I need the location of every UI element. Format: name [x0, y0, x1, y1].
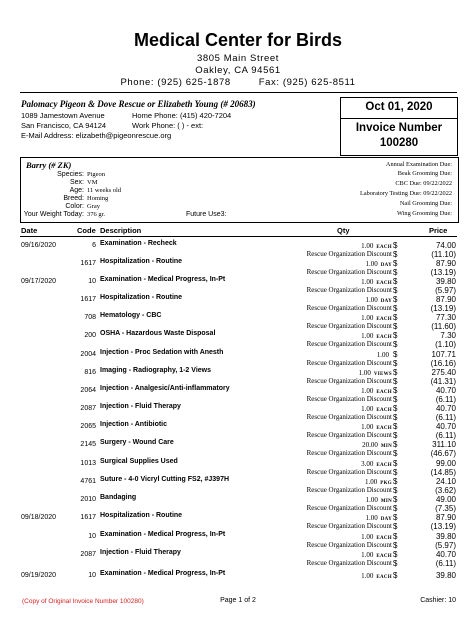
line-unit: EACH — [376, 554, 392, 559]
client-street: 1089 Jamestown Avenue — [21, 111, 105, 120]
line-qty — [272, 478, 392, 486]
line-dollar-sign: $ — [393, 277, 398, 286]
line-discount-dollar-sign: $ — [393, 268, 398, 277]
line-dollar-sign: $ — [393, 477, 398, 486]
clinic-phone: Phone: (925) 625-1878 — [120, 77, 231, 88]
cbc-due: CBC Due: 09/22/2022 — [395, 180, 452, 187]
patient-name: Barry (# ZK) — [26, 160, 72, 170]
color-label: Color: — [65, 203, 84, 210]
line-qty-value: 1.00 — [361, 533, 374, 541]
color-value: Gray — [87, 203, 100, 210]
line-unit: DAY — [380, 299, 392, 304]
line-code: 2010 — [80, 496, 96, 503]
clinic-city: Oakley, CA 94561 — [195, 65, 281, 76]
line-qty — [272, 460, 392, 468]
line-qty — [272, 441, 392, 449]
line-discount: (46.67) — [430, 449, 456, 458]
invoice-number: 100280 — [379, 137, 419, 149]
line-discount-dollar-sign: $ — [393, 486, 398, 495]
line-unit: DAY — [380, 517, 392, 522]
weight-label: Your Weight Today: — [23, 211, 84, 218]
line-discount-dollar-sign: $ — [393, 522, 398, 531]
breed-label: Breed: — [63, 195, 84, 202]
line-unit: PKG — [380, 481, 392, 486]
beak-grooming-due: Beak Grooming Due: — [397, 170, 452, 177]
line-dollar-sign: $ — [393, 350, 398, 359]
line-unit: EACH — [376, 390, 392, 395]
line-description: Surgery - Wound Care — [100, 439, 174, 446]
line-description: Examination - Medical Progress, In-Pt — [100, 570, 226, 577]
line-price: 40.70 — [435, 386, 456, 395]
line-code: 708 — [84, 314, 96, 321]
col-code: Code — [77, 226, 96, 235]
line-dollar-sign: $ — [393, 313, 398, 322]
line-discount: (14.85) — [430, 468, 456, 477]
line-description: OSHA - Hazardous Waste Disposal — [100, 330, 216, 337]
line-code: 2004 — [80, 351, 96, 358]
line-discount-dollar-sign: $ — [393, 250, 398, 259]
line-discount: (5.97) — [435, 286, 456, 295]
line-discount-dollar-sign: $ — [393, 322, 398, 331]
line-qty-value: 1.00 — [361, 423, 374, 431]
line-discount-dollar-sign: $ — [393, 286, 398, 295]
line-discount-label: Rescue Organization Discount — [306, 431, 392, 439]
line-qty — [272, 551, 392, 559]
line-description: Bandaging — [100, 494, 137, 501]
line-qty-value: 1.00 — [365, 478, 378, 486]
line-discount-dollar-sign: $ — [393, 559, 398, 568]
line-description: Imaging - Radiography, 1-2 Views — [100, 367, 211, 374]
line-code: 2065 — [80, 423, 96, 430]
line-qty-value: 1.00 — [365, 260, 378, 268]
age-value: 11 weeks old — [87, 187, 122, 194]
line-price: 49.00 — [435, 495, 456, 504]
line-description: Examination - Medical Progress, In-Pt — [100, 276, 226, 283]
line-discount-label: Rescue Organization Discount — [306, 504, 392, 512]
age-label: Age: — [69, 187, 84, 194]
line-price: 40.70 — [435, 422, 456, 431]
line-qty-value: 1.00 — [365, 296, 378, 304]
line-discount-label: Rescue Organization Discount — [306, 413, 392, 421]
line-price: 311.10 — [432, 440, 456, 449]
line-code: 2145 — [80, 441, 96, 448]
line-code: 816 — [84, 369, 96, 376]
line-code: 10 — [88, 278, 96, 285]
line-qty-value: 1.00 — [361, 551, 374, 559]
line-price: 107.71 — [431, 350, 456, 359]
line-code: 1617 — [80, 260, 96, 267]
wing-grooming-due: Wing Grooming Due: — [396, 210, 452, 217]
line-qty-value: 1.00 — [365, 496, 378, 504]
line-price: 87.90 — [435, 295, 456, 304]
line-code: 1617 — [80, 514, 96, 521]
line-dollar-sign: $ — [393, 571, 398, 580]
line-code: 10 — [88, 533, 96, 540]
line-price: 39.80 — [435, 277, 456, 286]
line-discount-label: Rescue Organization Discount — [306, 522, 392, 530]
lab-testing-due: Laboratory Testing Due: 09/22/2022 — [360, 190, 452, 197]
line-price: 87.90 — [435, 513, 456, 522]
line-qty — [272, 260, 392, 268]
line-discount-dollar-sign: $ — [393, 449, 398, 458]
line-discount-label: Rescue Organization Discount — [306, 322, 392, 330]
line-unit: EACH — [376, 335, 392, 340]
line-price: 87.90 — [435, 259, 456, 268]
line-discount: (6.11) — [435, 559, 456, 568]
line-discount-label: Rescue Organization Discount — [306, 304, 392, 312]
line-code: 2064 — [80, 387, 96, 394]
line-discount: (6.11) — [435, 395, 456, 404]
line-discount-dollar-sign: $ — [393, 359, 398, 368]
line-discount-dollar-sign: $ — [393, 304, 398, 313]
line-qty-value: 20.00 — [362, 441, 378, 449]
line-dollar-sign: $ — [393, 532, 398, 541]
line-date: 09/18/2020 — [21, 514, 57, 521]
line-qty-value: 1.00 — [361, 332, 374, 340]
line-qty-value: 1.00 — [376, 351, 389, 359]
line-qty — [272, 278, 392, 286]
future-use: Future Use3: — [186, 211, 227, 218]
line-description: Suture - 4-0 Vicryl Cutting FS2, #J397H — [100, 476, 230, 483]
line-qty-value: 1.00 — [361, 242, 374, 250]
line-unit: EACH — [376, 463, 392, 468]
line-dollar-sign: $ — [393, 440, 398, 449]
line-qty — [272, 296, 392, 304]
line-code: 2087 — [80, 405, 96, 412]
sex-label: Sex: — [69, 179, 84, 186]
col-description: Description — [100, 226, 142, 235]
line-description: Injection - Analgesic/Anti-inflammatory — [100, 385, 230, 392]
line-discount: (7.35) — [435, 504, 456, 513]
line-price: 99.00 — [435, 459, 456, 468]
line-qty — [272, 369, 392, 377]
line-dollar-sign: $ — [393, 295, 398, 304]
line-qty — [272, 387, 392, 395]
line-dollar-sign: $ — [393, 404, 398, 413]
line-discount: (13.19) — [430, 522, 456, 531]
line-price: 77.30 — [435, 313, 456, 322]
col-price: Price — [429, 226, 448, 235]
line-discount: (11.10) — [431, 250, 456, 259]
line-description: Injection - Fluid Therapy — [100, 403, 181, 410]
line-qty-value: 3.00 — [361, 460, 374, 468]
line-discount-dollar-sign: $ — [393, 541, 398, 550]
line-discount: (16.16) — [430, 359, 456, 368]
line-unit: EACH — [376, 408, 392, 413]
line-unit: EACH — [376, 426, 392, 431]
clinic-fax: Fax: (925) 625-8511 — [258, 77, 356, 88]
line-qty — [272, 514, 392, 522]
line-discount: (13.19) — [430, 304, 456, 313]
line-qty — [272, 314, 392, 322]
line-date: 09/16/2020 — [21, 242, 57, 249]
line-discount-label: Rescue Organization Discount — [306, 286, 392, 294]
breed-value: Homing — [87, 195, 109, 202]
line-discount: (6.11) — [435, 431, 456, 440]
line-qty — [272, 332, 392, 340]
line-discount-label: Rescue Organization Discount — [306, 559, 392, 567]
line-discount-dollar-sign: $ — [393, 431, 398, 440]
line-dollar-sign: $ — [393, 513, 398, 522]
line-discount-label: Rescue Organization Discount — [306, 377, 392, 385]
clinic-address: 3805 Main Street — [197, 53, 279, 64]
line-unit: VIEWS — [373, 372, 392, 377]
line-date: 09/17/2020 — [21, 278, 57, 285]
line-qty — [272, 572, 392, 580]
line-dollar-sign: $ — [393, 386, 398, 395]
line-unit: EACH — [376, 536, 392, 541]
line-discount-dollar-sign: $ — [393, 468, 398, 477]
line-description: Hospitalization - Routine — [100, 294, 183, 301]
line-discount-label: Rescue Organization Discount — [306, 449, 392, 457]
line-description: Examination - Recheck — [100, 240, 177, 247]
line-qty-value: 1.00 — [361, 278, 374, 286]
line-code: 10 — [88, 572, 96, 579]
line-qty-value: 1.00 — [361, 572, 374, 580]
line-unit: EACH — [376, 317, 392, 322]
nail-grooming-due: Nail Grooming Due: — [399, 200, 452, 207]
line-price: 7.30 — [440, 331, 456, 340]
line-discount-dollar-sign: $ — [393, 413, 398, 422]
line-dollar-sign: $ — [393, 550, 398, 559]
line-discount-dollar-sign: $ — [393, 395, 398, 404]
line-description: Injection - Proc Sedation with Anesth — [100, 349, 224, 356]
species-value: Pigeon — [87, 171, 106, 178]
line-discount-dollar-sign: $ — [393, 377, 398, 386]
line-discount: (5.97) — [435, 541, 456, 550]
line-qty-value: 1.00 — [358, 369, 371, 377]
line-qty — [272, 533, 392, 541]
line-code: 4761 — [80, 478, 96, 485]
line-date: 09/19/2020 — [21, 572, 57, 579]
line-discount-dollar-sign: $ — [393, 340, 398, 349]
line-code: 6 — [92, 242, 96, 249]
line-dollar-sign: $ — [393, 459, 398, 468]
line-code: 1013 — [80, 460, 96, 467]
line-code: 200 — [84, 332, 96, 339]
line-qty — [272, 423, 392, 431]
line-price: 24.10 — [435, 477, 456, 486]
line-price: 40.70 — [435, 550, 456, 559]
line-code: 1617 — [80, 296, 96, 303]
line-dollar-sign: $ — [393, 422, 398, 431]
line-dollar-sign: $ — [393, 331, 398, 340]
line-unit: DAY — [380, 263, 392, 268]
line-dollar-sign: $ — [393, 495, 398, 504]
clinic-name: Medical Center for Birds — [133, 30, 343, 50]
client-home-phone: Home Phone: (415) 420-7204 — [132, 111, 232, 120]
line-unit: EACH — [376, 575, 392, 580]
line-discount: (13.19) — [430, 268, 456, 277]
line-description: Surgical Supplies Used — [100, 458, 178, 465]
copy-notice: (Copy of Original Invoice Number 100280) — [22, 598, 144, 605]
line-qty-value: 1.00 — [361, 387, 374, 395]
line-discount: (41.31) — [430, 377, 456, 386]
line-price: 39.80 — [435, 571, 456, 580]
line-dollar-sign: $ — [393, 368, 398, 377]
line-qty — [272, 242, 392, 250]
line-discount-dollar-sign: $ — [393, 504, 398, 513]
line-dollar-sign: $ — [393, 241, 398, 250]
line-price: 39.80 — [435, 532, 456, 541]
line-unit: MIN — [380, 499, 392, 504]
line-qty — [272, 351, 392, 359]
annual-exam-due: Annual Examination Due: — [385, 161, 452, 168]
client-city: San Francisco, CA 94124 — [21, 121, 107, 130]
sex-value: VM — [87, 179, 98, 186]
line-unit: EACH — [376, 245, 392, 250]
line-description: Injection - Fluid Therapy — [100, 549, 181, 556]
line-qty-value: 1.00 — [365, 514, 378, 522]
line-dollar-sign: $ — [393, 259, 398, 268]
line-discount: (1.10) — [435, 340, 456, 349]
client-name: Palomacy Pigeon & Dove Rescue or Elizabeth Young (# 20683) — [21, 99, 256, 109]
invoice-date: Oct 01, 2020 — [365, 101, 433, 113]
line-discount-label: Rescue Organization Discount — [306, 541, 392, 549]
line-qty-value: 1.00 — [361, 314, 374, 322]
line-discount: (11.60) — [431, 322, 456, 331]
line-discount-label: Rescue Organization Discount — [306, 486, 392, 494]
line-discount-label: Rescue Organization Discount — [306, 250, 392, 258]
line-discount: (6.11) — [435, 413, 456, 422]
col-qty: Qty — [337, 226, 350, 235]
line-qty — [272, 405, 392, 413]
weight-value: 376 gr. — [87, 211, 106, 218]
line-discount-label: Rescue Organization Discount — [306, 340, 392, 348]
client-work-phone: Work Phone: ( ) - ext: — [132, 121, 204, 130]
line-discount-label: Rescue Organization Discount — [306, 468, 392, 476]
line-description: Hospitalization - Routine — [100, 258, 183, 265]
invoice-number-label: Invoice Number — [355, 122, 443, 134]
line-code: 2087 — [80, 551, 96, 558]
line-description: Injection - Antibiotic — [100, 421, 168, 428]
col-date: Date — [21, 226, 38, 235]
line-discount: (3.62) — [435, 486, 456, 495]
cashier: Cashier: 10 — [420, 597, 456, 604]
line-price: 40.70 — [435, 404, 456, 413]
line-description: Examination - Medical Progress, In-Pt — [100, 531, 226, 538]
species-label: Species: — [57, 171, 84, 178]
line-discount-label: Rescue Organization Discount — [306, 395, 392, 403]
page-number: Page 1 of 2 — [220, 597, 256, 604]
line-discount-label: Rescue Organization Discount — [306, 359, 392, 367]
line-description: Hematology - CBC — [100, 312, 162, 319]
line-qty-value: 1.00 — [361, 405, 374, 413]
line-unit: EACH — [376, 281, 392, 286]
line-unit: MIN — [380, 444, 392, 449]
line-description: Hospitalization - Routine — [100, 512, 183, 519]
line-price: 275.40 — [431, 368, 456, 377]
client-email: E-Mail Address: elizabeth@pigeonrescue.org — [21, 131, 172, 140]
line-discount-label: Rescue Organization Discount — [306, 268, 392, 276]
line-price: 74.00 — [435, 241, 456, 250]
line-qty — [272, 496, 392, 504]
